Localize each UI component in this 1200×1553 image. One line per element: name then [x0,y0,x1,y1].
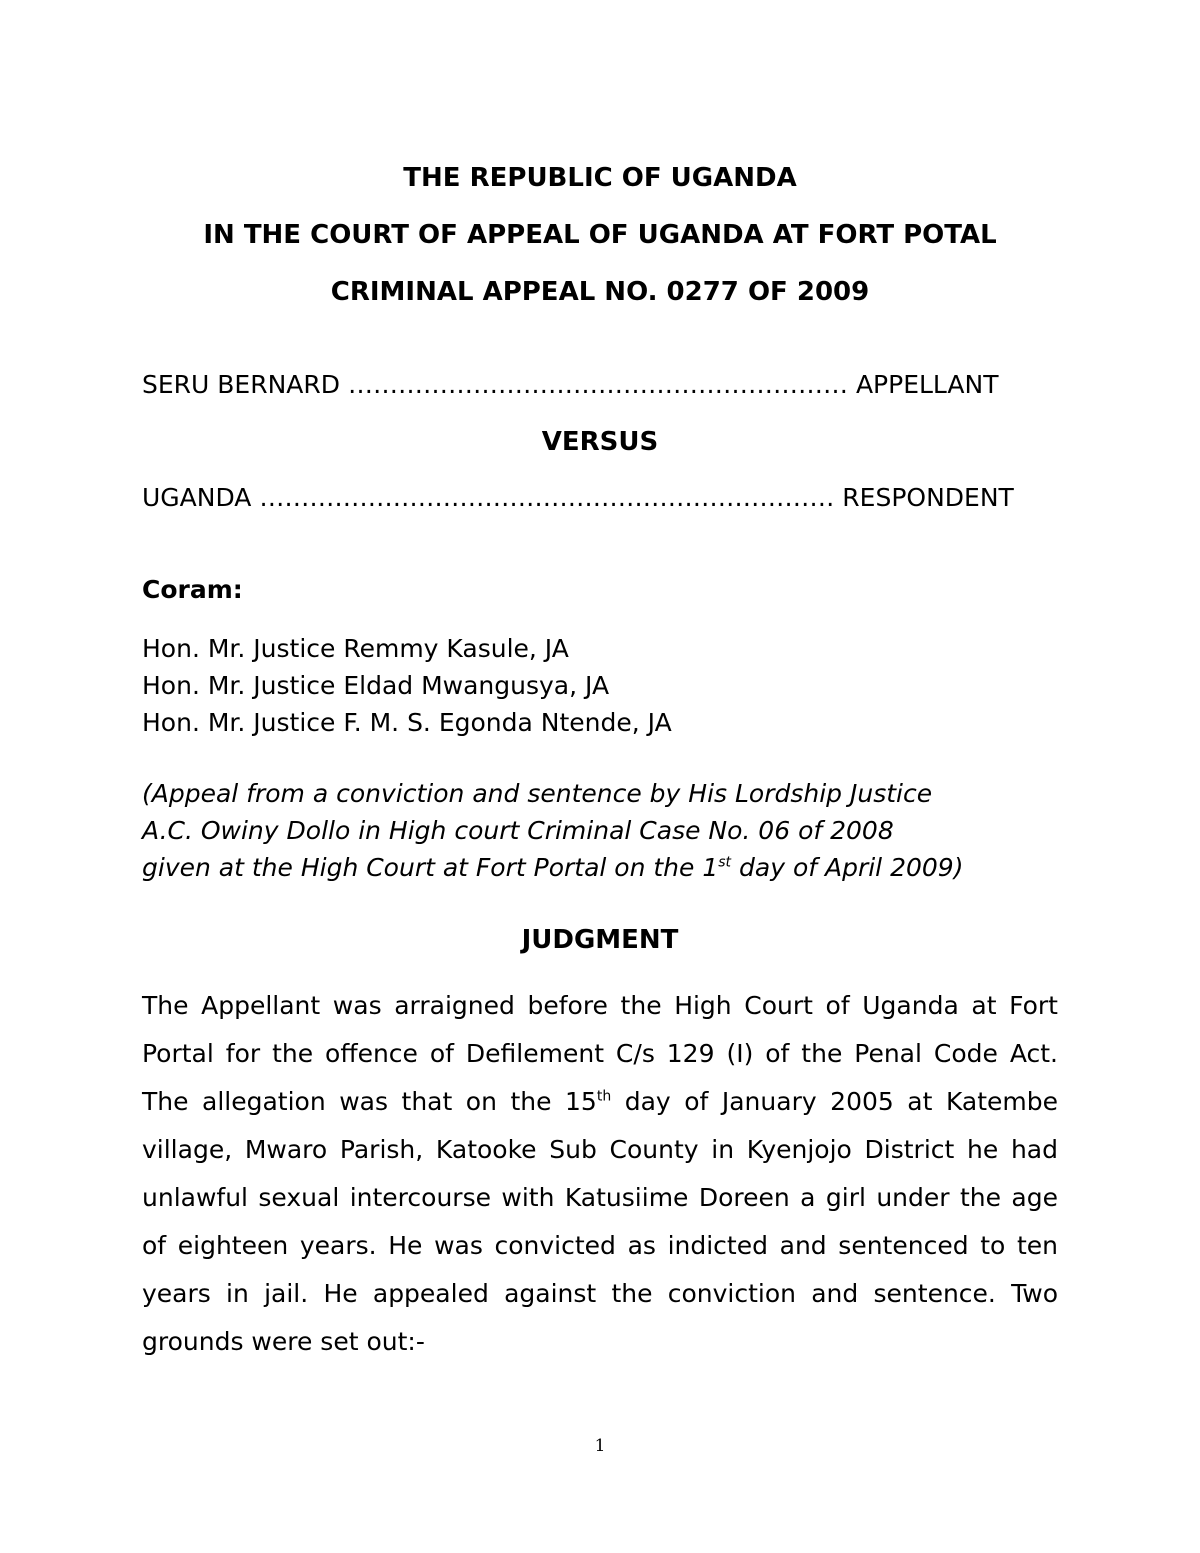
respondent-role: RESPONDENT [842,483,1014,512]
court-heading: IN THE COURT OF APPEAL OF UGANDA AT FORT POTAL [203,220,997,250]
appeal-note-text: given at the High Court at Fort Portal on the 1 [142,853,719,882]
appellant-role: APPELLANT [855,370,999,399]
paragraph-text: The Appellant was arraigned before the High Court of Uganda at Fort Portal for the offence of Defilement C/s 129 (I) of the Penal Code Act. The allegation was that on the 15 [142,991,1058,1116]
page-number: 1 [594,1436,606,1456]
appeal-note [142,775,963,886]
appeal-note-line: A.C. Owiny Dollo in High court Criminal Case No. 06 of 2008 [142,816,894,845]
appellant-line [142,368,999,402]
appeal-note-line: (Appeal from a conviction and sentence by His Lordship Justice [142,779,933,808]
ordinal-suffix: th [596,1088,612,1105]
appellant-leader-dots: …………………………………………………… [347,370,848,399]
respondent-leader-dots: …………………………………………………………… [259,483,835,512]
coram-judges-list [142,630,672,741]
judgment-heading: JUDGMENT [521,925,679,955]
case-number-heading: CRIMINAL APPEAL NO. 0277 OF 2009 [330,277,870,307]
appeal-note-text: day of April 2009) [731,853,964,882]
judge-line: Hon. Mr. Justice F. M. S. Egonda Ntende, JA [142,708,672,737]
ordinal-suffix: st [718,854,732,871]
versus-heading: VERSUS [541,427,659,457]
paragraph-text: day of January 2005 at Katembe village, Mwaro Parish, Katooke Sub County in Kyenjojo District he had unlawful sexual intercourse with Katusiime Doreen a girl under the age of eighteen years. He was convicted as indicted and sentenced to ten years in jail. He appealed against the conviction and sentence. Two grounds were set out:- [142,1087,1059,1356]
appeal-note-line [142,849,963,886]
judgment-paragraph [142,982,1058,1366]
judge-line: Hon. Mr. Justice Eldad Mwangusya, JA [142,671,610,700]
country-heading: THE REPUBLIC OF UGANDA [403,163,797,193]
coram-label: Coram: [142,575,243,604]
appellant-name: SERU BERNARD [142,370,341,399]
judge-line: Hon. Mr. Justice Remmy Kasule, JA [142,634,569,663]
respondent-line [142,481,1014,515]
respondent-name: UGANDA [142,483,252,512]
